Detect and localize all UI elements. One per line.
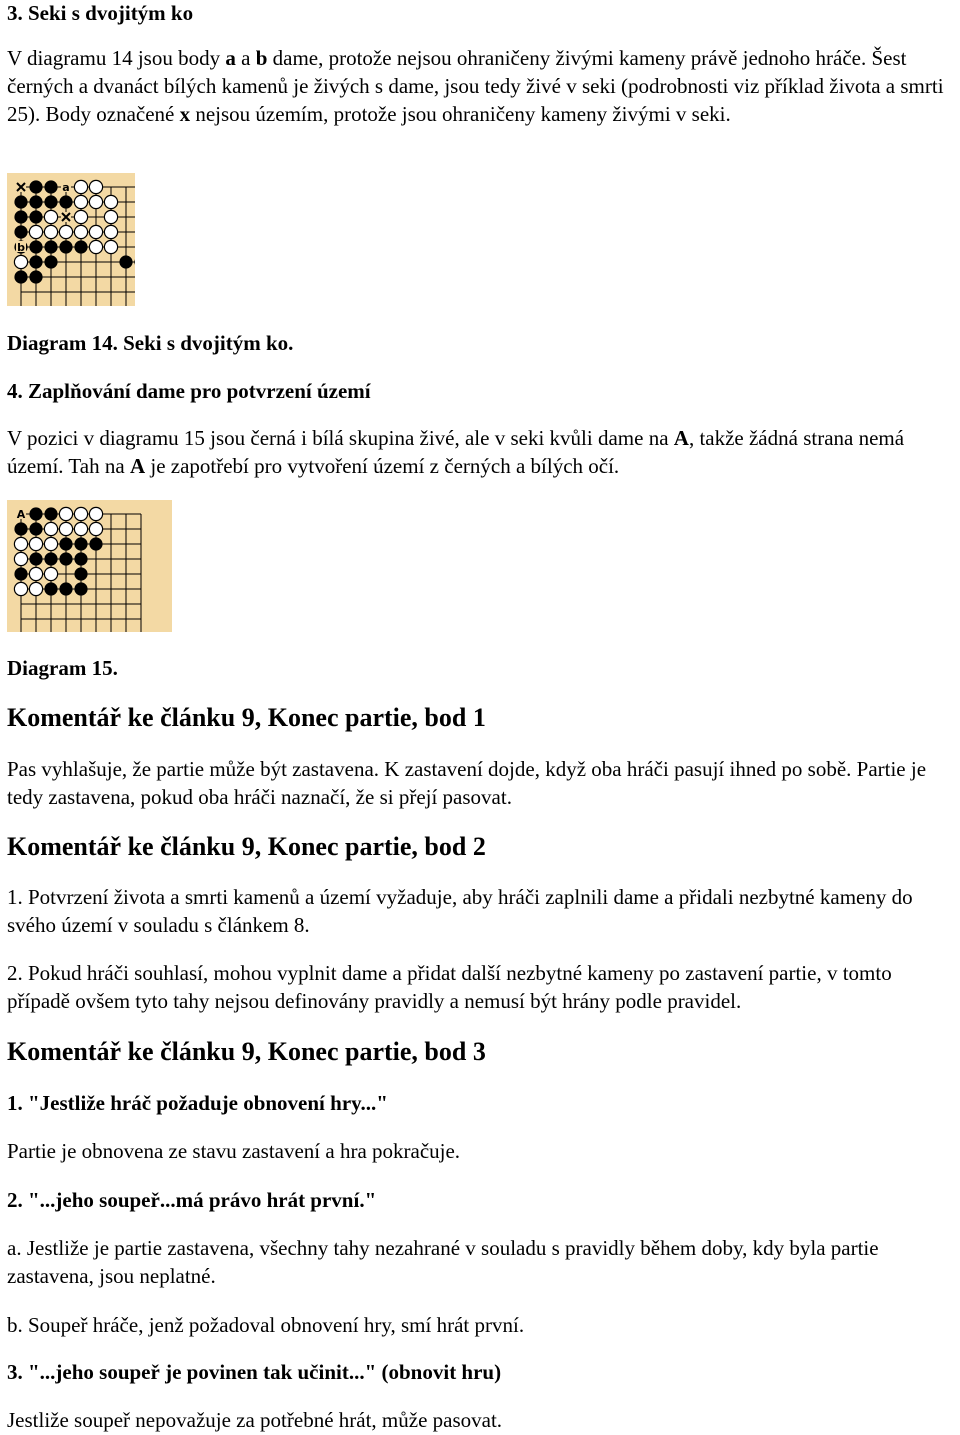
white-stone (29, 537, 42, 550)
section-heading-seki: 3. Seki s dvojitým ko (7, 1, 194, 25)
white-stone (14, 537, 27, 550)
white-stone (89, 240, 102, 253)
white-stone (14, 582, 27, 595)
comment-1-paragraph: Pas vyhlašuje, že partie může být zastavena. K zastavení dojde, když oba hráči pasují ihned po sobě. Partie je tedy zastavena, pokud oba hráči naznačí, že si přejí pasovat. (7, 757, 927, 809)
text-run: V pozici v diagramu 15 jsou černá i bílá skupina živé, ale v seki kvůli dame na (7, 426, 674, 450)
white-stone (74, 507, 87, 520)
comment-3-subheading-3: 3. "...jeho soupeř je povinen tak učinit..." (obnovit hru) (7, 1360, 502, 1384)
paragraph-seki (7, 44, 953, 128)
white-stone (59, 225, 72, 238)
white-stone (89, 225, 102, 238)
black-stone (29, 522, 42, 535)
bold-term: a (225, 46, 236, 70)
black-stone (44, 552, 57, 565)
black-stone (59, 582, 72, 595)
black-stone (44, 195, 57, 208)
section-heading-dame: 4. Zaplňování dame pro potvrzení území (7, 379, 371, 403)
black-stone (14, 270, 27, 283)
black-stone (44, 255, 57, 268)
go-diagram-14 (7, 173, 135, 306)
black-stone (74, 582, 87, 595)
black-stone (59, 240, 72, 253)
white-stone (89, 195, 102, 208)
white-stone (104, 240, 117, 253)
black-stone (74, 537, 87, 550)
comment-3-subheading-2: 2. "...jeho soupeř...má právo hrát první." (7, 1188, 377, 1212)
text-run: je zapotřebí pro vytvoření území z černých a bílých očí. (145, 454, 620, 478)
comment-3-paragraph-2a: a. Jestliže je partie zastavena, všechny tahy nezahrané v souladu s pravidly během doby, kdy byla partie zastavena, jsou neplatné. (7, 1236, 879, 1288)
comment-2-point-2: 2. Pokud hráči souhlasí, mohou vyplnit dame a přidat další nezbytné kameny po zastavení partie, v tomto případě ovšem tyto tahy nejsou definovány pravidly a nemusí být hrány podle pravidel. (7, 961, 892, 1013)
black-stone (29, 180, 42, 193)
white-stone (44, 537, 57, 550)
white-stone (59, 522, 72, 535)
text-run: dame, protože nejsou ohraničeny živými kameny právě jednoho hráče. Šest černých a dvanáct bílých kamenů je živých s dame, jsou tedy živé v seki (podrobnosti viz příklad života a smrti 25). Body označené (7, 46, 944, 126)
white-stone (44, 567, 57, 580)
go-diagram-15 (7, 500, 172, 632)
comment-heading-3: Komentář ke článku 9, Konec partie, bod 3 (7, 1037, 486, 1066)
white-stone (59, 507, 72, 520)
diagram-14-caption: Diagram 14. Seki s dvojitým ko. (7, 331, 294, 355)
white-stone (44, 522, 57, 535)
bold-term: A (673, 426, 689, 450)
black-stone (14, 195, 27, 208)
text-run: a (235, 46, 256, 70)
black-stone (74, 567, 87, 580)
bold-term: b (255, 46, 268, 70)
white-stone (44, 210, 57, 223)
white-stone (14, 255, 27, 268)
white-stone (74, 195, 87, 208)
black-stone (29, 255, 42, 268)
white-stone (104, 195, 117, 208)
black-stone (29, 195, 42, 208)
white-stone (74, 180, 87, 193)
black-stone (44, 180, 57, 193)
black-stone (44, 507, 57, 520)
comment-heading-2: Komentář ke článku 9, Konec partie, bod 2 (7, 832, 486, 861)
comment-3-paragraph-3: Jestliže soupeř nepovažuje za potřebné hrát, může pasovat. (7, 1408, 503, 1432)
comment-3-subheading-1: 1. "Jestliže hráč požaduje obnovení hry..." (7, 1091, 388, 1115)
comment-3-paragraph-2b: b. Soupeř hráče, jenž požadoval obnovení hry, smí hrát první. (7, 1313, 525, 1337)
black-stone (14, 210, 27, 223)
black-stone (44, 582, 57, 595)
white-stone (29, 567, 42, 580)
text-run: V diagramu 14 jsou body (7, 46, 226, 70)
black-stone (14, 522, 27, 535)
comment-2-point-1: 1. Potvrzení života a smrti kamenů a území vyžaduje, aby hráči zaplnili dame a přidali nezbytné kameny do svého území v souladu s článkem 8. (7, 885, 913, 937)
black-stone (29, 507, 42, 520)
black-stone (29, 240, 42, 253)
white-stone (89, 180, 102, 193)
board-background (7, 173, 135, 306)
white-stone (104, 210, 117, 223)
black-stone (59, 552, 72, 565)
board-background (7, 500, 172, 632)
black-stone (74, 240, 87, 253)
bold-term: x (179, 102, 191, 126)
point-label: b (17, 241, 25, 254)
black-stone (29, 210, 42, 223)
black-stone (89, 537, 102, 550)
white-stone (14, 552, 27, 565)
paragraph-dame (7, 424, 953, 480)
comment-3-paragraph-1: Partie je obnovena ze stavu zastavení a hra pokračuje. (7, 1139, 461, 1163)
point-label: A (16, 508, 26, 521)
white-stone (89, 507, 102, 520)
black-stone (74, 552, 87, 565)
black-stone (44, 240, 57, 253)
white-stone (29, 225, 42, 238)
black-stone (119, 255, 132, 268)
white-stone (74, 210, 87, 223)
text-run: , takže žádná strana nemá území. Tah na (7, 426, 905, 478)
black-stone (14, 225, 27, 238)
black-stone (59, 195, 72, 208)
white-stone (44, 225, 57, 238)
bold-term: A (129, 454, 146, 478)
white-stone (74, 522, 87, 535)
point-label: a (62, 181, 70, 194)
white-stone (104, 225, 117, 238)
white-stone (89, 522, 102, 535)
black-stone (29, 552, 42, 565)
black-stone (14, 567, 27, 580)
comment-heading-1: Komentář ke článku 9, Konec partie, bod 1 (7, 703, 486, 732)
black-stone (59, 537, 72, 550)
white-stone (74, 225, 87, 238)
white-stone (29, 582, 42, 595)
black-stone (29, 270, 42, 283)
text-run: nejsou územím, protože jsou ohraničeny kameny živými v seki. (190, 102, 731, 126)
diagram-15-caption: Diagram 15. (7, 656, 118, 680)
